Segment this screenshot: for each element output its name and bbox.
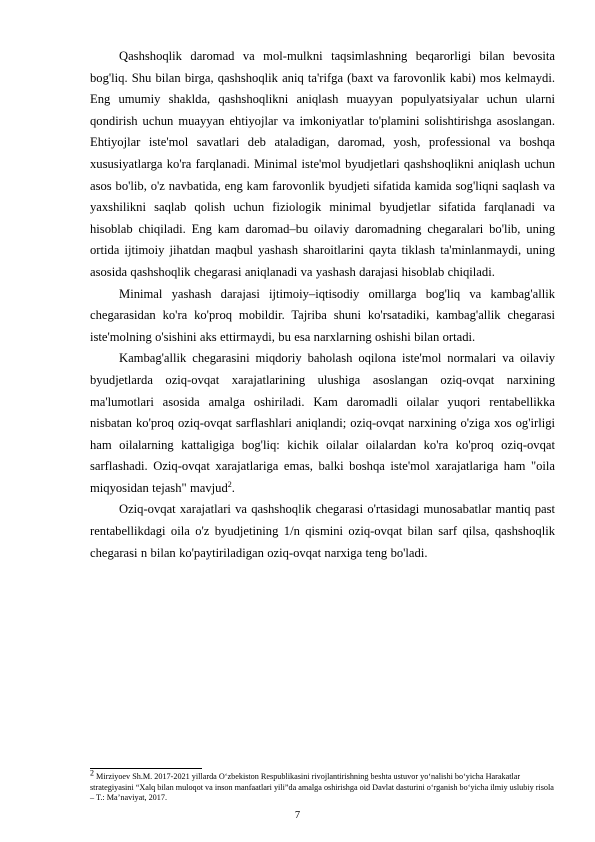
paragraph-3-end: . bbox=[231, 480, 235, 495]
footnote-divider bbox=[90, 768, 202, 769]
paragraph-4: Oziq-ovqat xarajatlari va qashshoqlik chegarasi o'rtasidagi munosabatlar mantiq past rentabellikdagi oila o'z byudjetining 1/n qismini oziq-ovqat bilan sarf qilsa, qashshoqlik chegarasi n bilan ko'paytiriladigan oziq-ovqat narxiga teng bo'ladi. bbox=[90, 502, 555, 560]
footnote-number: 2 bbox=[90, 768, 94, 778]
footnote bbox=[90, 768, 555, 804]
footnote-reference[interactable]: 2 bbox=[227, 479, 232, 489]
paragraph-3-text: Kambag'allik chegarasini miqdoriy baholash oqilona iste'mol normalari va oilaviy byudjetlarda oziq-ovqat xarajatlarining ulushiga asoslangan oziq-ovqat narxining ma'lumotlari asosida amalga oshiriladi. Kam daromadli oilalar yuqori rentabellikka nisbatan ko'proq oziq-ovqat sarflashlari aniqlandi; oziq-ovqat narxining o'ziga xos og'irligi ham oilalarning kattaligiga bog'liq: kichik oilalar oilalardan ko'ra ko'proq oziq-ovqat sarflashadi. Oziq-ovqat xarajatlariga emas, balki boshqa iste'mol xarajatlariga ham "oila miqyosidan tejash" mavjud bbox=[90, 351, 555, 495]
paragraph-3 bbox=[90, 348, 555, 499]
page-number: 7 bbox=[294, 810, 301, 821]
footnote-text: Mirziyoev Sh.M. 2017-2021 yillarda O‘zbekiston Respublikasini rivojlantirishning beshta ustuvor yo‘nalishi bo‘yicha Harakatlar strategiyasini “Xalq bilan muloqot va inson manfaatlari yili”da amalga oshirishga oid Davlat dasturini o‘rganish bo‘yicha ilmiy uslubiy risola – T.: Ma’naviyat, 2017. bbox=[90, 772, 554, 803]
paragraph-1: Qashshoqlik daromad va mol-mulkni taqsimlashning beqarorligi bilan bevosita bog'liq. Shu bilan birga, qashshoqlik aniq ta'rifga (baxt va farovonlik kabi) mos kelmaydi. Eng umumiy shaklda, qashshoqlikni aniqlash muayyan populyatsiyalar uchun ularni qondirish uchun muayyan ehtiyojlar va imkoniyatlar to'plamini solishtirishga asoslangan. Ehtiyojlar iste'mol savatlari deb ataladigan, daromad, yosh, professional va boshqa xususiyatlarga ko'ra farqlanadi. Minimal iste'mol byudjetlari qashshoqlikni aniqlash uchun asos bo'lib, o'z navbatida, eng kam farovonlik byudjeti sifatida kamida sog'liqni saqlash va yaxshilikni saqlab qolish uchun fiziologik minimal byudjetlar sifatida farqlanadi va hisoblab chiqiladi. Eng kam daromad–bu oilaviy daromadning chegaralari bo'lib, uning ortida ijtimoiy jihatdan maqbul yashash sharoitlarini qayta tiklash ta'minlanmaydi, uning asosida qashshoqlik chegarasi aniqlanadi va yashash darajasi hisoblab chiqiladi. bbox=[90, 49, 555, 279]
body-text bbox=[90, 46, 555, 564]
paragraph-2: Minimal yashash darajasi ijtimoiy–iqtisodiy omillarga bog'liq va kambag'allik chegarasidan ko'ra ko'proq mobildir. Tajriba shuni ko'rsatadiki, kambag'allik chegarasi iste'molning o'sishini aks ettirmaydi, bu esa narxlarning oshishi bilan ortadi. bbox=[90, 286, 555, 344]
